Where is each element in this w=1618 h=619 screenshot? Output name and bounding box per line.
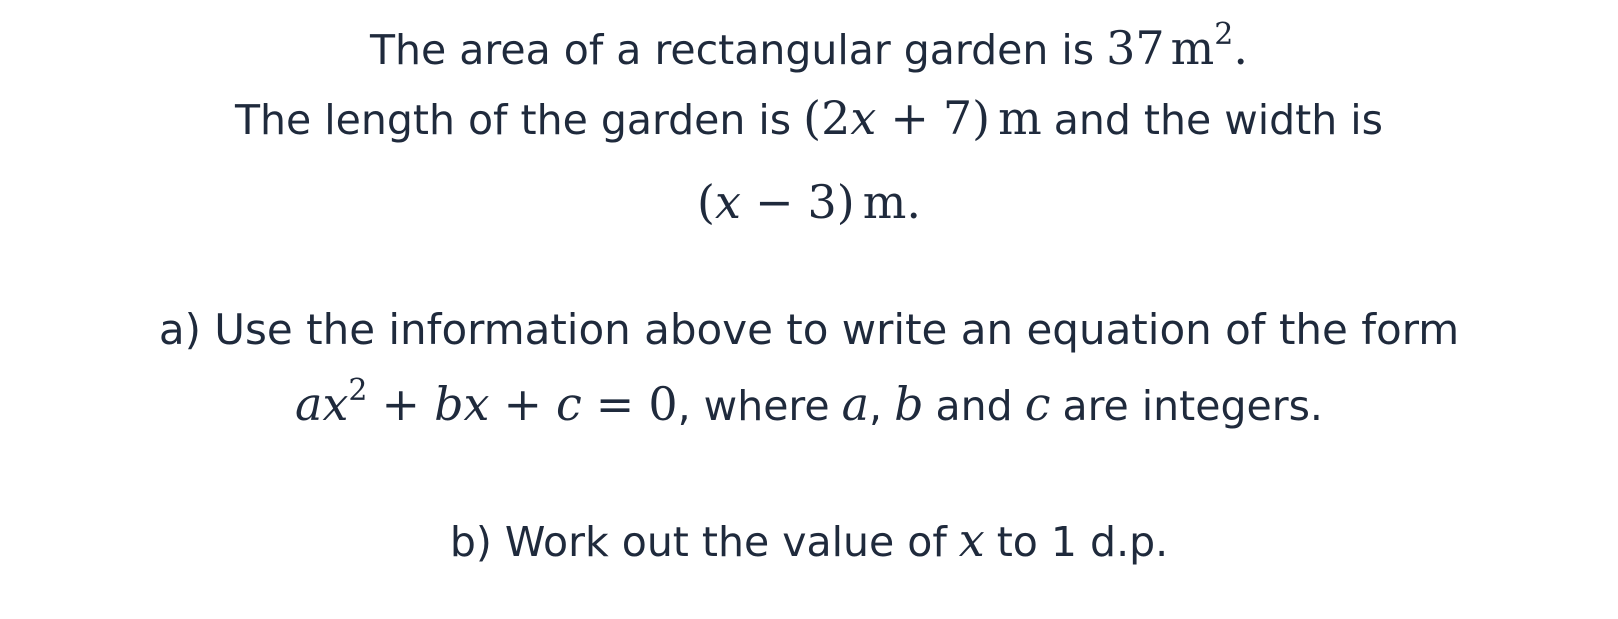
width-open-paren: ( xyxy=(697,175,715,229)
part-a-instruction xyxy=(0,300,1618,360)
var-a: a xyxy=(841,377,870,431)
width-unit: m. xyxy=(862,175,921,229)
part-a-text: a) Use the information above to write an equation of the form xyxy=(158,305,1460,354)
length-coefficient: 2 xyxy=(821,91,851,145)
width-intro-text: and the width is xyxy=(1053,96,1384,144)
length-operator: + xyxy=(890,91,929,145)
width-variable: x xyxy=(714,175,741,229)
eq-equals: = xyxy=(595,377,635,431)
area-text: The area of a rectangular garden is xyxy=(370,26,1095,74)
var-separator: , xyxy=(869,382,883,430)
var-c: c xyxy=(1024,377,1051,431)
part-b-instruction xyxy=(0,510,1618,572)
length-close-paren: ) xyxy=(972,91,991,145)
length-text: The length of the garden is xyxy=(234,96,792,144)
question-line-width xyxy=(0,172,1618,234)
where-text: , where xyxy=(677,382,830,430)
width-constant: 3 xyxy=(807,175,837,229)
length-unit: m xyxy=(998,91,1042,145)
area-unit: m xyxy=(1170,21,1215,75)
length-variable: x xyxy=(850,91,877,145)
length-open-paren: ( xyxy=(803,91,822,145)
part-b-text: b) Work out the value of xyxy=(449,518,947,566)
eq-plus-1: + xyxy=(381,377,421,431)
part-a-equation-line xyxy=(0,374,1618,436)
integers-text: are integers. xyxy=(1062,382,1323,430)
length-constant: 7 xyxy=(942,91,973,145)
eq-x: x xyxy=(463,377,490,431)
eq-x-squared: x xyxy=(322,377,349,431)
part-b-precision-text: to 1 d.p. xyxy=(996,518,1169,566)
question-line-area xyxy=(0,18,1618,80)
and-text: and xyxy=(935,382,1013,430)
area-unit-exponent: 2 xyxy=(1214,17,1234,52)
part-b-variable: x xyxy=(958,513,985,567)
area-value: 37 xyxy=(1106,21,1165,75)
question-line-length xyxy=(0,88,1618,150)
eq-exponent: 2 xyxy=(348,373,368,408)
eq-zero: 0 xyxy=(648,377,678,431)
eq-b: b xyxy=(434,377,464,431)
eq-plus-2: + xyxy=(503,377,543,431)
width-close-paren: ) xyxy=(836,175,855,229)
eq-a: a xyxy=(295,377,323,431)
eq-c: c xyxy=(556,377,582,431)
width-operator: − xyxy=(754,175,794,229)
var-b: b xyxy=(894,377,924,431)
area-period: . xyxy=(1233,21,1248,75)
